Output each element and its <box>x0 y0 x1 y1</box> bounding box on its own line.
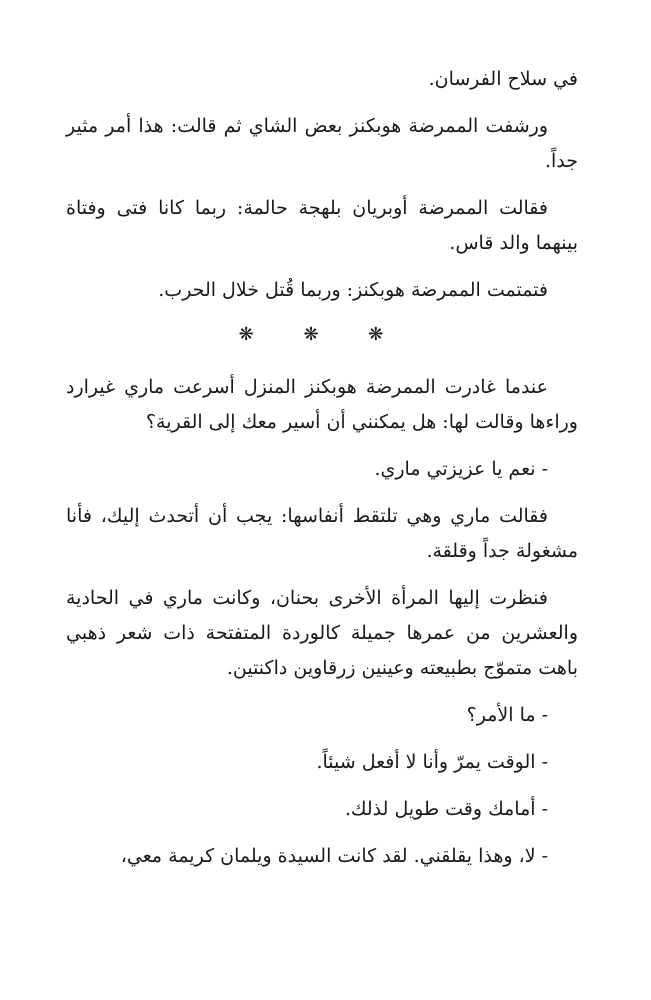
paragraph-2: ورشفت الممرضة هوبكنز بعض الشاي ثم قالت: هذا أمر مثير جداً. <box>66 115 578 172</box>
paragraph-6: فقالت ماري وهي تلتقط أنفاسها: يجب أن أتحدث إليك، فأنا مشغولة جداً وقلقة. <box>66 505 578 562</box>
dialogue-line-1: - نعم يا عزيزتي ماري. <box>374 458 548 480</box>
dialogue-line-5: - لا، وهذا يقلقني. لقد كانت السيدة ويلمان كريمة معي، <box>120 845 548 867</box>
paragraph-5: عندما غادرت الممرضة هوبكنز المنزل أسرعت ماري غيرارد وراءها وقالت لها: هل يمكنني أن أسير معك إلى القرية؟ <box>66 376 578 433</box>
dialogue-line-2: - ما الأمر؟ <box>466 704 548 726</box>
section-separator: ❋ ❋ ❋ <box>238 324 406 345</box>
paragraph-7: فنظرت إليها المرأة الأخرى بحنان، وكانت ماري في الحادية والعشرين من عمرها جميلة كالوردة المتفتحة ذات شعر ذهبي باهت متموّج بطبيعته وعينين زرقاوين داكنتين. <box>66 587 578 679</box>
dialogue-line-4: - أمامك وقت طويل لذلك. <box>344 798 548 820</box>
book-page <box>66 62 578 886</box>
paragraph-4: فتمتمت الممرضة هوبكنز: وربما قُتل خلال الحرب. <box>158 279 548 301</box>
dialogue-line-3: - الوقت يمرّ وأنا لا أفعل شيئاً. <box>316 751 548 773</box>
paragraph-3: فقالت الممرضة أوبريان بلهجة حالمة: ربما كانا فتى وفتاة بينهما والد قاس. <box>66 197 578 254</box>
paragraph-1: في سلاح الفرسان. <box>428 68 578 90</box>
